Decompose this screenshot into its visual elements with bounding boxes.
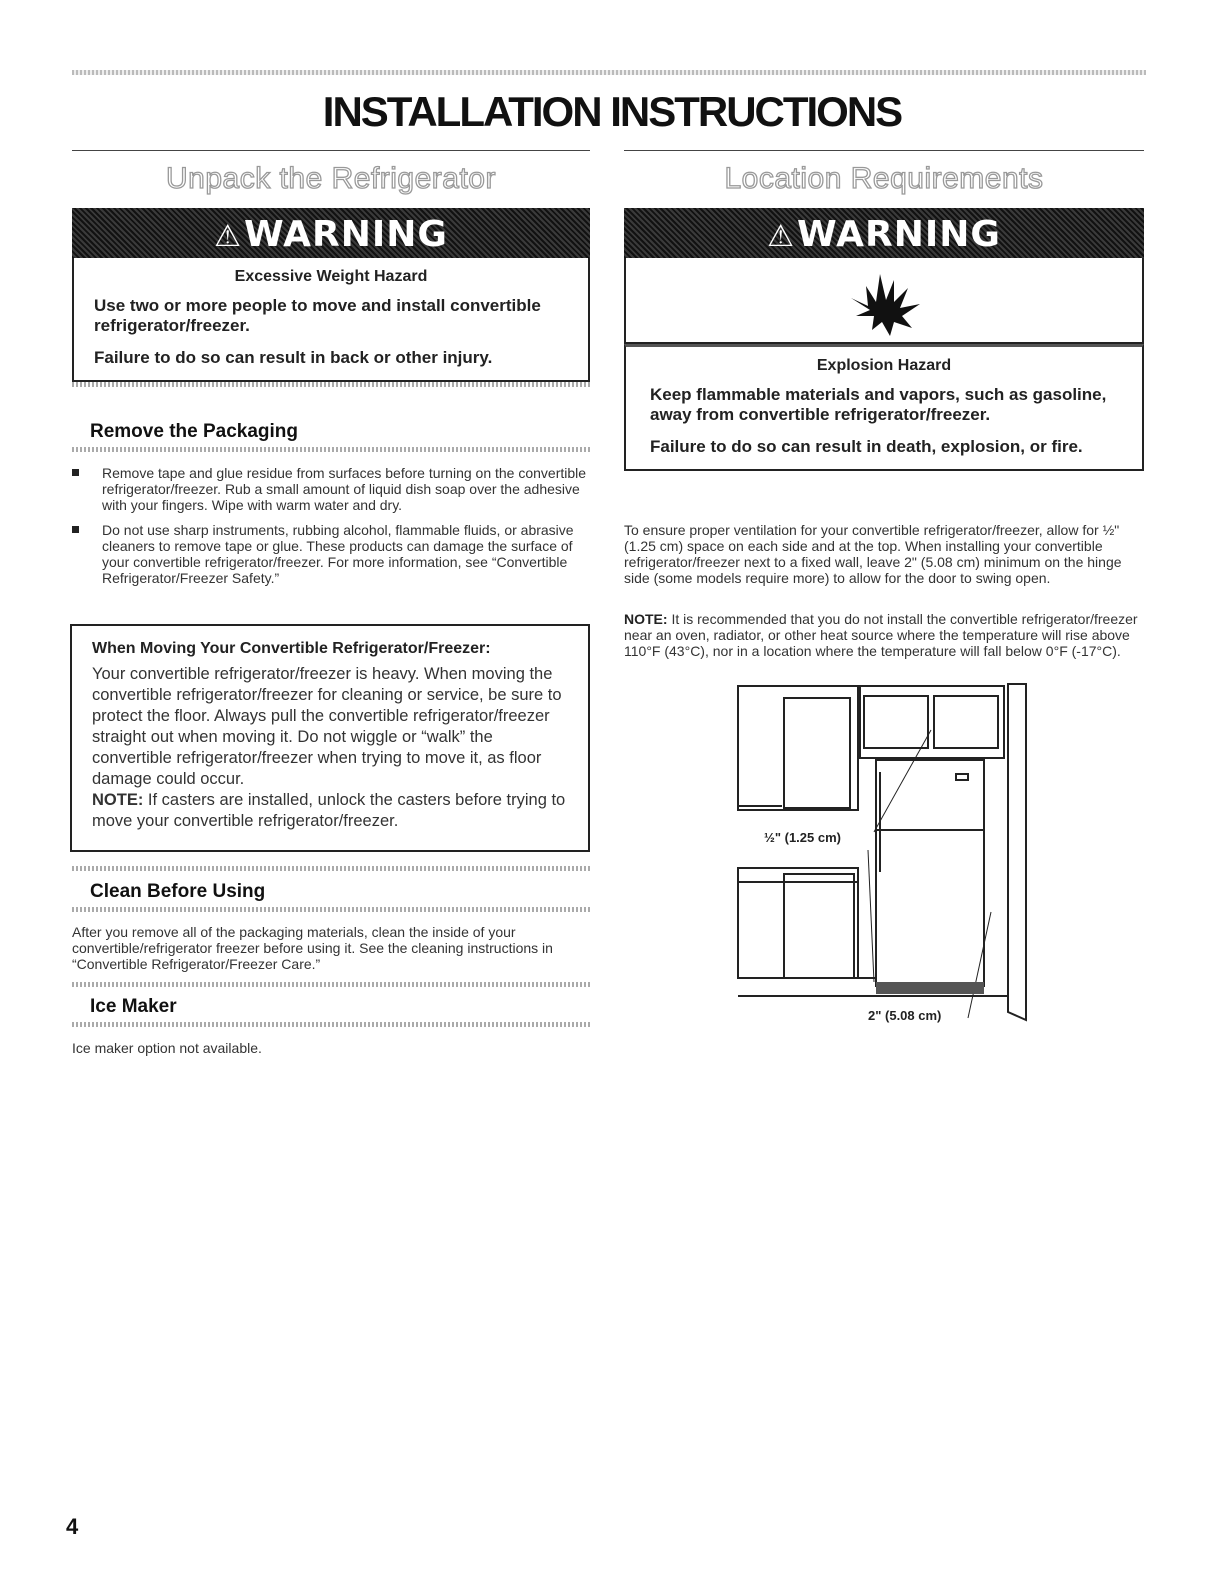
warning-triangle-icon: ⚠ bbox=[214, 219, 243, 254]
right-divider bbox=[624, 150, 1144, 151]
warning-body bbox=[72, 258, 590, 382]
label-hinge-clearance: 2" (5.08 cm) bbox=[868, 1008, 942, 1023]
ice-text: Ice maker option not available. bbox=[72, 1040, 262, 1056]
moving-callout-text: Your convertible refrigerator/freezer is heavy. When moving the convertible refrigerator/freezer for cleaning or service, be sure to protect the floor. Always pull the convertible refrigerator/freezer straight out when moving it. Do not wiggle or “walk” the convertible refrigerator/freezer when trying to move it, as floor damage could occur. bbox=[92, 665, 562, 788]
warning-triangle-icon: ⚠ bbox=[767, 219, 796, 254]
warning-label: WARNING bbox=[244, 214, 448, 255]
list-item: Do not use sharp instruments, rubbing alcohol, flammable fluids, or abrasive cleaners to remove tape or glue. These products can damage the surface of your convertible refrigerator/freezer. For more information, see “Convertible Refrigerator/Freezer Safety.” bbox=[70, 522, 590, 586]
subhead-rule bbox=[72, 447, 590, 452]
label-side-clearance: ½" (1.25 cm) bbox=[764, 830, 841, 845]
warning-explosion bbox=[624, 208, 1144, 471]
explosion-image-panel bbox=[624, 258, 1144, 344]
moving-callout bbox=[70, 624, 590, 852]
section-title-location: Location Requirements bbox=[724, 162, 1044, 195]
list-item: Remove tape and glue residue from surfaces before turning on the convertible refrigerator/freezer. Rub a small amount of liquid dish soap over the adhesive with your fingers. Wipe with warm water and dry. bbox=[70, 465, 590, 513]
warning-label: WARNING bbox=[797, 214, 1001, 255]
location-note: NOTE: It is recommended that you do not install the convertible refrigerator/freezer near an oven, radiator, or other heat source where the temperature will rise above 110°F (43°C), nor in a location where the temperature will fall below 0°F (-17°C). bbox=[624, 611, 1138, 659]
warning-banner bbox=[624, 208, 1144, 258]
subhead-rule bbox=[72, 866, 590, 871]
explosion-icon bbox=[846, 268, 926, 338]
top-rule bbox=[72, 70, 1146, 75]
heading-ice-maker: Ice Maker bbox=[90, 996, 177, 1017]
page-number: 4 bbox=[66, 1514, 79, 1539]
clean-text: After you remove all of the packaging materials, clean the inside of your convertible/refrigerator freezer before using it. See the cleaning instructions in “Convertible Refrigerator/Freezer Care.” bbox=[72, 924, 553, 972]
page-title: INSTALLATION INSTRUCTIONS bbox=[322, 88, 902, 135]
ventilation-text: To ensure proper ventilation for your convertible refrigerator/freezer, allow for ½" (1.25 cm) space on each side and at the top. When installing your convertible refrigerator/freezer next to a fixed wall, leave 2" (5.08 cm) minimum on the hinge side (some models require more) to allow for the door to swing open. bbox=[624, 522, 1122, 586]
moving-callout-title: When Moving Your Convertible Refrigerator/Freezer: bbox=[92, 640, 491, 657]
subhead-rule bbox=[72, 907, 590, 912]
warning-banner bbox=[72, 208, 590, 258]
hazard-title: Explosion Hazard bbox=[816, 357, 952, 374]
heading-remove-packaging: Remove the Packaging bbox=[90, 421, 299, 442]
clearance-leader-line bbox=[874, 730, 931, 832]
warning-weight bbox=[72, 208, 590, 382]
wall bbox=[1008, 684, 1026, 1020]
subhead-rule bbox=[72, 382, 590, 387]
packaging-bullets bbox=[70, 465, 590, 586]
clearance-leader-line bbox=[968, 912, 991, 1018]
warning-line2: Failure to do so can result in death, explosion, or fire. bbox=[650, 437, 1083, 456]
clearance-leader-line bbox=[868, 850, 874, 982]
fridge-base bbox=[876, 982, 984, 994]
heading-clean: Clean Before Using bbox=[90, 881, 266, 902]
left-divider bbox=[72, 150, 590, 151]
installation-clearance-diagram bbox=[736, 682, 1036, 1026]
hazard-title: Excessive Weight Hazard bbox=[234, 268, 428, 285]
subhead-rule bbox=[72, 982, 590, 987]
subhead-rule bbox=[72, 1022, 590, 1027]
section-title-unpack: Unpack the Refrigerator bbox=[166, 162, 496, 195]
moving-callout-note: NOTE: If casters are installed, unlock the casters before trying to move your convertible refrigerator/freezer. bbox=[92, 791, 566, 830]
warning-line1: Keep flammable materials and vapors, such as gasoline, away from convertible refrigerator/freezer. bbox=[650, 385, 1107, 424]
warning-line1: Use two or more people to move and install convertible refrigerator/freezer. bbox=[94, 296, 541, 335]
warning-body bbox=[624, 344, 1144, 471]
warning-line2: Failure to do so can result in back or other injury. bbox=[94, 348, 493, 367]
